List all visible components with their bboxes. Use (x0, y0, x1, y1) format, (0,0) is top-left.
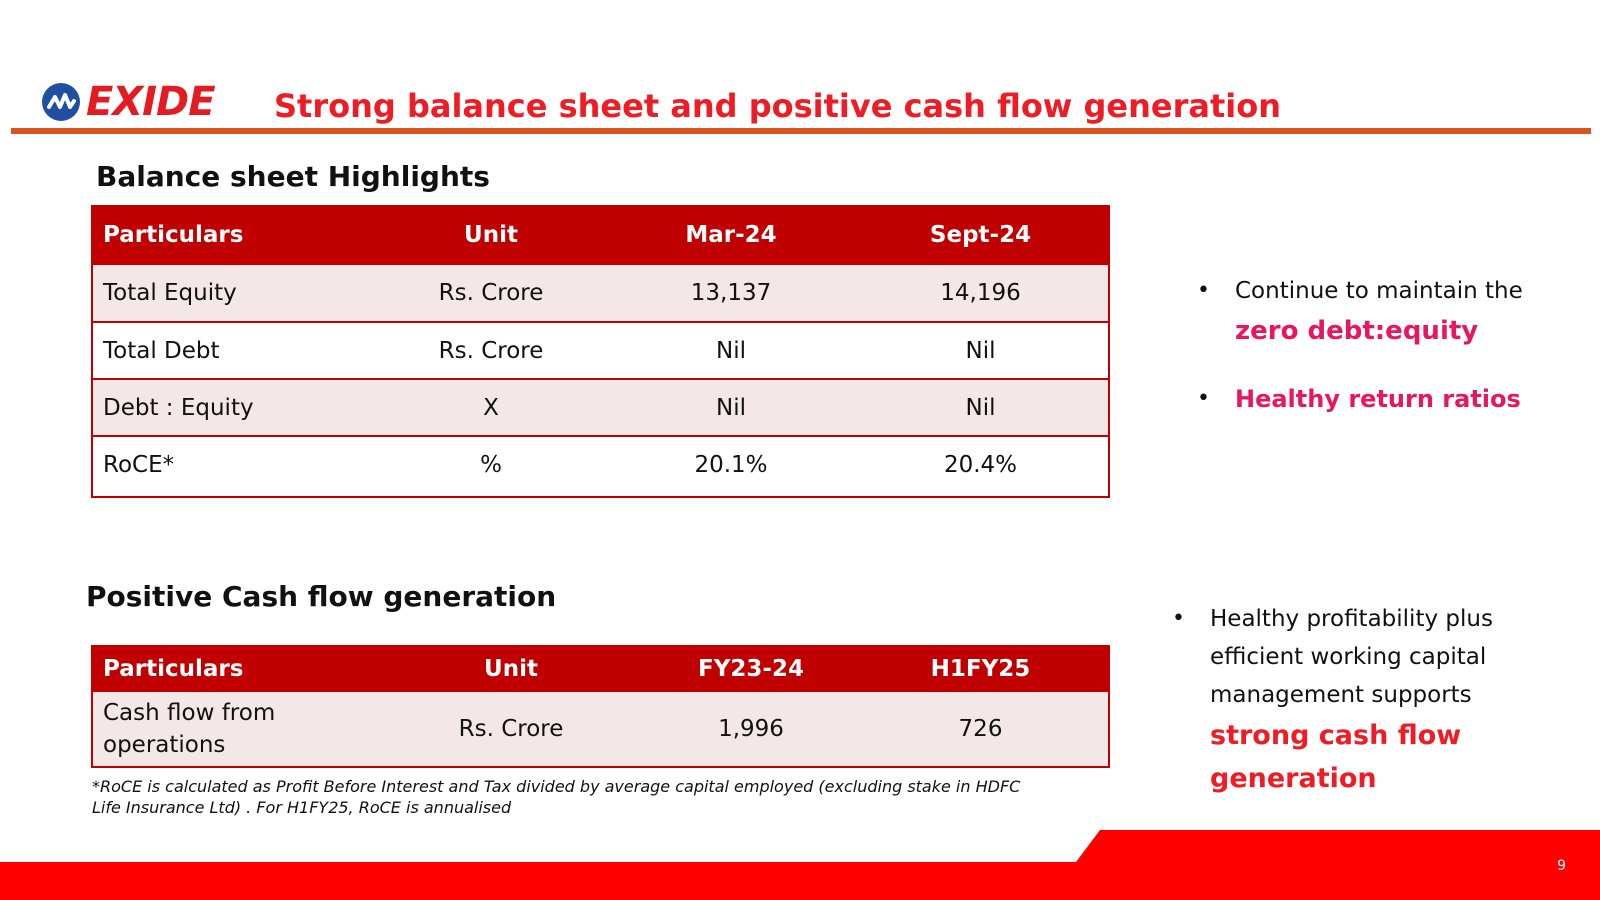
bullet-highlight: Healthy return ratios (1235, 385, 1521, 413)
table-cell: Nil (611, 322, 851, 379)
column-header: Mar-24 (611, 205, 851, 265)
table-header-row (91, 645, 1110, 692)
slide-title: Strong balance sheet and positive cash flow generation (274, 87, 1281, 125)
table-row (91, 322, 1110, 379)
cash-flow-table (91, 645, 1110, 766)
table-cell: RoCE* (91, 436, 371, 493)
bullet-dot-icon: • (1197, 386, 1210, 411)
table-cell: Cash flow from operations (91, 692, 371, 766)
balance-sheet-notes (1197, 272, 1577, 418)
footer-band (0, 862, 1600, 900)
table-header-row (91, 205, 1110, 265)
bullet-dot-icon: • (1197, 278, 1210, 303)
bullet-text: management supports (1210, 682, 1472, 708)
bullet-highlight: zero debt:equity (1235, 316, 1479, 346)
bullet-highlight: strong cash flow (1210, 720, 1462, 751)
bullet-highlight: generation (1210, 763, 1377, 794)
table-cell: Rs. Crore (371, 322, 611, 379)
table-cell: 726 (851, 692, 1110, 766)
balance-sheet-heading: Balance sheet Highlights (96, 160, 490, 193)
table-cell: 14,196 (851, 265, 1110, 322)
table-row (91, 379, 1110, 436)
table-cell: Debt : Equity (91, 379, 371, 436)
title-divider (11, 128, 1591, 134)
roce-footnote: *RoCE is calculated as Profit Before Interest and Tax divided by average capital employed (excluding stake in HDFC Life Insurance Ltd) . For H1FY25, RoCE is annualised (92, 777, 1021, 817)
column-header: FY23-24 (651, 645, 851, 692)
page-number: 9 (1557, 858, 1566, 874)
column-header: Sept-24 (851, 205, 1110, 265)
exide-logo (42, 79, 215, 125)
table-row (91, 692, 1110, 766)
table-cell: Rs. Crore (371, 692, 651, 766)
bullet-text: Healthy profitability plus (1210, 606, 1493, 632)
bullet-dot-icon: • (1172, 606, 1185, 631)
table-cell: Nil (851, 379, 1110, 436)
bullet-item (1172, 600, 1572, 800)
logo-wordmark: EXIDE (86, 79, 215, 125)
cash-flow-notes (1172, 600, 1572, 800)
table-cell: Nil (851, 322, 1110, 379)
table-cell: 13,137 (611, 265, 851, 322)
bullet-item (1197, 272, 1577, 352)
column-header: H1FY25 (851, 645, 1110, 692)
table-row (91, 265, 1110, 322)
balance-sheet-table (91, 205, 1110, 493)
table-cell: Rs. Crore (371, 265, 611, 322)
column-header: Unit (371, 205, 611, 265)
table-cell: % (371, 436, 611, 493)
table-cell: Total Equity (91, 265, 371, 322)
table-cell: Total Debt (91, 322, 371, 379)
bullet-text: efficient working capital (1210, 644, 1487, 670)
column-header: Particulars (91, 645, 371, 692)
table-cell: 20.1% (611, 436, 851, 493)
table-cell: 1,996 (651, 692, 851, 766)
bullet-item (1197, 380, 1577, 418)
column-header: Unit (371, 645, 651, 692)
bullet-text: Continue to maintain the (1235, 278, 1523, 304)
table-row (91, 436, 1110, 493)
cash-flow-heading: Positive Cash flow generation (86, 580, 557, 613)
exide-logo-icon (42, 83, 80, 121)
table-cell: Nil (611, 379, 851, 436)
table-cell: X (371, 379, 611, 436)
table-cell: 20.4% (851, 436, 1110, 493)
column-header: Particulars (91, 205, 371, 265)
